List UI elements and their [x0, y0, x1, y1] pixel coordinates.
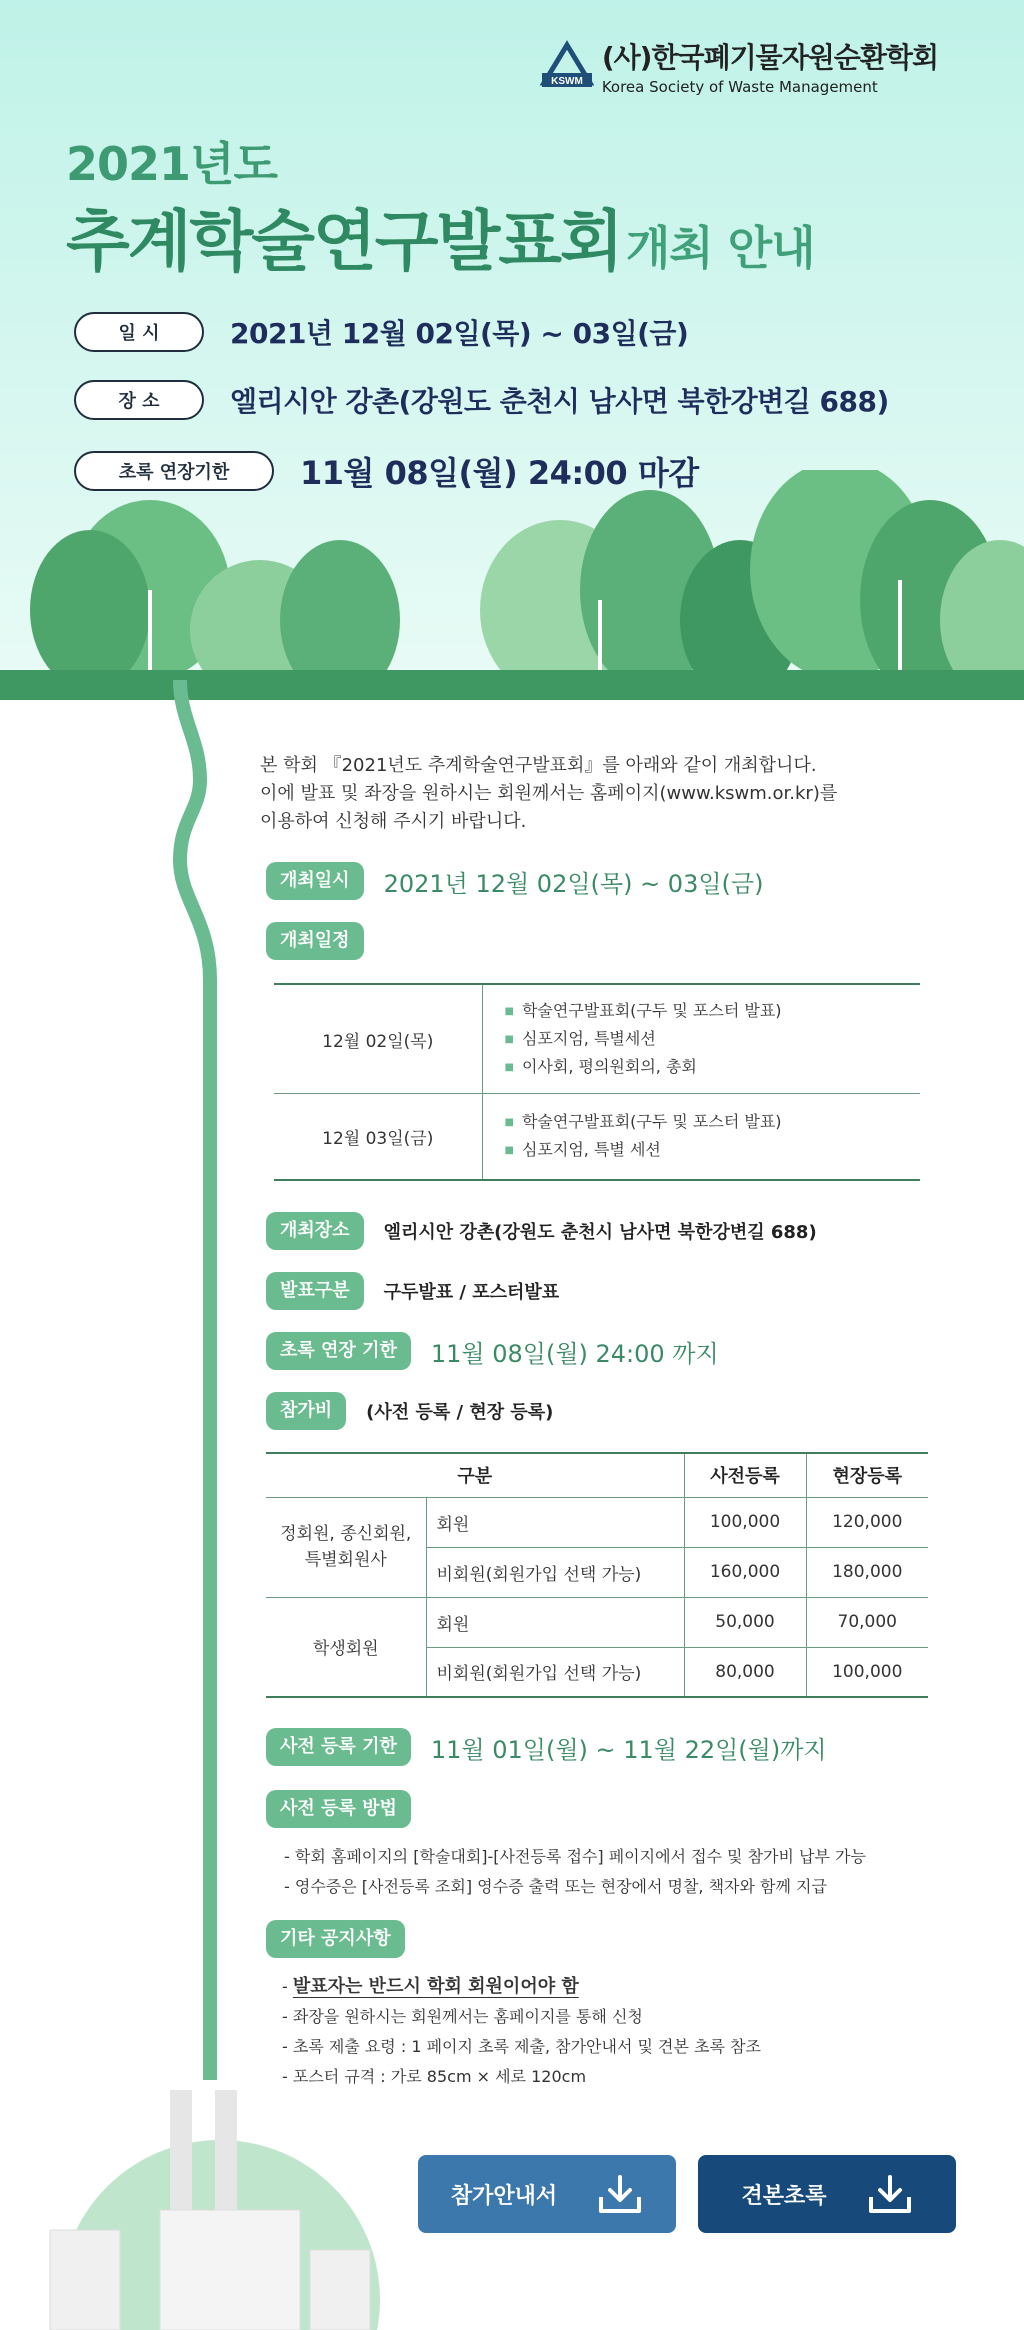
title-suffix: 개최 안내 — [625, 221, 815, 275]
fee-value: (사전 등록 / 현장 등록) — [366, 1402, 554, 1423]
factory-illustration — [40, 2080, 380, 2330]
notice-text: 초록 제출 요령 : 1 페이지 초록 제출, 참가안내서 및 견본 초록 참조 — [292, 2037, 761, 2056]
hero-date-label: 일 시 — [74, 312, 204, 352]
guide-button-label: 참가안내서 — [450, 2183, 558, 2209]
venue-tag: 개최장소 — [266, 1212, 364, 1250]
hero-banner — [0, 0, 1024, 700]
schedule-items — [482, 984, 920, 1094]
list-item: ■ 학술연구발표회(구두 및 포스터 발표) — [505, 1108, 899, 1136]
column-header: 사전등록 — [684, 1453, 806, 1497]
member-group: 학생회원 — [266, 1597, 426, 1697]
date-tag: 개최일시 — [266, 862, 364, 900]
section-date — [266, 862, 763, 900]
prereg-fee: 100,000 — [684, 1497, 806, 1547]
list-item: ■ 이사회, 평의원회의, 총회 — [505, 1053, 899, 1081]
list-item: - 초록 제출 요령 : 1 페이지 초록 제출, 참가안내서 및 견본 초록 참조 — [282, 2037, 761, 2056]
notice-text: 좌장을 원하시는 회원께서는 홈페이지를 통해 신청 — [292, 2007, 643, 2026]
member-type: 비회원(회원가입 선택 가능) — [426, 1547, 684, 1597]
hero-deadline-row — [74, 448, 699, 494]
section-venue — [266, 1212, 817, 1250]
type-tag: 발표구분 — [266, 1272, 364, 1310]
intro-line: 이에 발표 및 좌장을 원하시는 회원께서는 홈페이지(www.kswm.or.kr)를 — [260, 783, 838, 804]
member-type: 회원 — [426, 1597, 684, 1647]
hero-deadline-label: 초록 연장기한 — [74, 451, 274, 491]
date-value: 2021년 12월 02일(목) ~ 03일(금) — [383, 869, 764, 898]
table-row — [266, 1597, 928, 1647]
table-row — [274, 984, 920, 1094]
section-method — [266, 1790, 411, 1828]
intro-line: 이용하여 신청해 주시기 바랍니다. — [260, 811, 527, 832]
schedule-day: 12월 03일(금) — [274, 1094, 482, 1180]
notice-bold: 발표자는 반드시 학회 회원이어야 함 — [292, 1976, 579, 1997]
method-list — [284, 1842, 866, 1902]
list-item: - 발표자는 반드시 학회 회원이어야 함 — [282, 1976, 579, 1997]
list-item: - 포스터 규격 : 가로 85cm × 세로 120cm — [282, 2067, 587, 2086]
hero-deadline-value: 11월 08일(월) 24:00 마감 — [300, 454, 699, 492]
title-main: 추계학술연구발표회 — [66, 203, 622, 280]
deadline-tag: 초록 연장 기한 — [266, 1332, 411, 1370]
member-type: 비회원(회원가입 선택 가능) — [426, 1647, 684, 1697]
list-item: - 학회 홈페이지의 [학술대회]-[사전등록 접수] 페이지에서 접수 및 참가비 납부 가능 — [284, 1847, 866, 1866]
table-row — [266, 1497, 928, 1547]
sample-abstract-button[interactable] — [698, 2155, 956, 2233]
notice-text: 포스터 규격 : 가로 85cm × 세로 120cm — [292, 2067, 587, 2086]
section-deadline — [266, 1332, 719, 1370]
onsite-fee: 120,000 — [806, 1497, 928, 1547]
notice-list — [282, 1972, 761, 2092]
schedule-tag: 개최일정 — [266, 922, 364, 960]
member-type: 회원 — [426, 1497, 684, 1547]
prereg-value: 11월 01일(월) ~ 11월 22일(월)까지 — [430, 1735, 827, 1764]
fee-tag: 참가비 — [266, 1392, 346, 1430]
guide-download-button[interactable] — [418, 2155, 676, 2233]
section-prereg — [266, 1728, 827, 1766]
prereg-tag: 사전 등록 기한 — [266, 1728, 411, 1766]
section-fee — [266, 1392, 553, 1430]
onsite-fee: 70,000 — [806, 1597, 928, 1647]
column-header: 구분 — [266, 1453, 684, 1497]
society-logo — [540, 36, 938, 96]
prereg-fee: 80,000 — [684, 1647, 806, 1697]
hero-venue-value: 엘리시안 강촌(강원도 춘천시 남사면 북한강변길 688) — [230, 385, 889, 418]
deadline-value: 11월 08일(월) 24:00 까지 — [430, 1339, 719, 1368]
list-item: - 좌장을 원하시는 회원께서는 홈페이지를 통해 신청 — [282, 2007, 643, 2026]
list-item: ■ 학술연구발표회(구두 및 포스터 발표) — [505, 997, 899, 1025]
svg-text:KSWM: KSWM — [550, 76, 583, 87]
intro-line: 본 학회 『2021년도 추계학술연구발표회』를 아래와 같이 개최합니다. — [260, 755, 817, 776]
venue-value: 엘리시안 강촌(강원도 춘천시 남사면 북한강변길 688) — [383, 1222, 817, 1243]
org-name: (사)한국폐기물자원순환학회 — [601, 41, 938, 74]
intro-text — [260, 752, 837, 836]
onsite-fee: 180,000 — [806, 1547, 928, 1597]
method-tag: 사전 등록 방법 — [266, 1790, 411, 1828]
hero-venue-label: 장 소 — [74, 380, 204, 420]
hero-date-row — [74, 312, 688, 352]
table-header-row — [266, 1453, 928, 1497]
schedule-items — [482, 1094, 920, 1180]
kswm-logo-icon — [540, 39, 594, 93]
download-icon — [867, 2173, 913, 2215]
list-item: ■ 심포지엄, 특별 세션 — [505, 1136, 899, 1164]
section-schedule — [266, 922, 364, 960]
onsite-fee: 100,000 — [806, 1647, 928, 1697]
schedule-day: 12월 02일(목) — [274, 984, 482, 1094]
forest-illustration — [0, 470, 1024, 700]
hero-venue-row — [74, 380, 889, 420]
prereg-fee: 160,000 — [684, 1547, 806, 1597]
column-header: 현장등록 — [806, 1453, 928, 1497]
member-group: 정회원, 종신회원, 특별회원사 — [266, 1497, 426, 1597]
section-notice — [266, 1920, 405, 1958]
org-english-name: Korea Society of Waste Management — [601, 78, 878, 96]
prereg-fee: 50,000 — [684, 1597, 806, 1647]
sample-button-label: 견본초록 — [741, 2183, 827, 2209]
table-row — [274, 1094, 920, 1180]
list-item: ■ 심포지엄, 특별세션 — [505, 1025, 899, 1053]
hero-date-value: 2021년 12월 02일(목) ~ 03일(금) — [230, 317, 689, 350]
list-item: - 영수증은 [사전등록 조회] 영수증 출력 또는 현장에서 명찰, 책자와 함께 지급 — [284, 1877, 827, 1896]
event-year: 2021년도 — [66, 137, 277, 191]
type-value: 구두발표 / 포스터발표 — [383, 1282, 560, 1303]
fee-table — [266, 1452, 928, 1698]
notice-tag: 기타 공지사항 — [266, 1920, 405, 1958]
page-title — [66, 188, 815, 283]
section-type — [266, 1272, 559, 1310]
schedule-table — [274, 983, 920, 1181]
green-path-decoration — [0, 680, 260, 2180]
download-icon — [597, 2173, 643, 2215]
